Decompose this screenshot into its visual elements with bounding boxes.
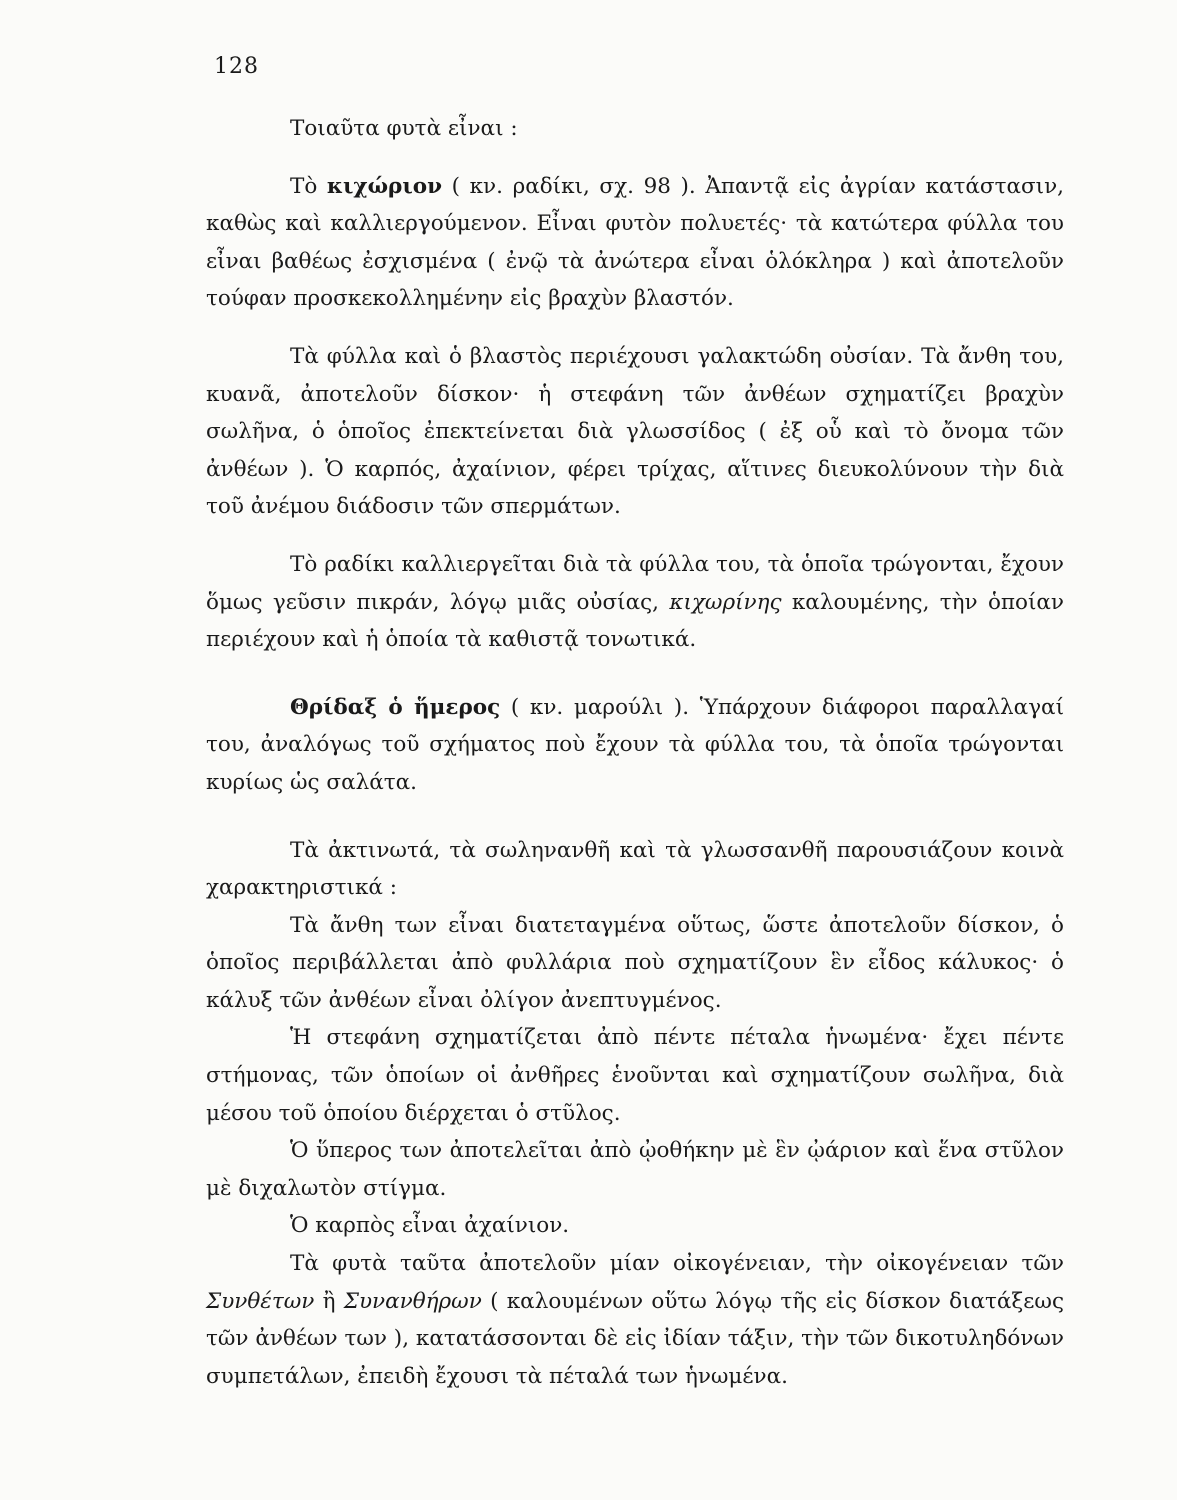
paragraph-corolla bbox=[206, 1019, 1064, 1132]
text-run: Τὰ φύλλα καὶ ὁ βλαστὸς περιέχουσι γαλακτώδη οὐσίαν. Τὰ ἄνθη του, κυανᾶ, ἀποτελοῦν δίσκον· ἡ στεφάνη τῶν ἀνθέων σχηματίζει βραχὺν σωλῆνα, ὁ ὁποῖος ἐπεκτείνεται διὰ γλωσσίδος ( ἐξ οὗ καὶ τὸ ὄνομα τῶν ἀνθέων ). Ὁ καρπός, ἀχαίνιον, φέρει τρίχας, αἵτινες διευκολύνουν τὴν διὰ τοῦ ἀνέμου διάδοσιν τῶν σπερμάτων. bbox=[206, 343, 1064, 520]
page-number: 128 bbox=[214, 54, 259, 79]
paragraph-family bbox=[206, 1245, 1064, 1395]
paragraph-chicory-cultivation bbox=[206, 546, 1064, 659]
term-synantheron: Συνανθήρων bbox=[343, 1288, 482, 1314]
paragraph-lettuce bbox=[206, 689, 1064, 802]
term-kichorines: κιχωρίνης bbox=[669, 589, 782, 615]
paragraph-chicory-flowers bbox=[206, 338, 1064, 526]
paragraph-flowers-disc bbox=[206, 907, 1064, 1020]
text-run: ἢ bbox=[314, 1288, 344, 1314]
body-text bbox=[206, 110, 1064, 1395]
text-run: Τὰ ἄνθη των εἶναι διατεταγμένα οὕτως, ὥστε ἀποτελοῦν δίσκον, ὁ ὁποῖος περιβάλλεται ἀπὸ φυλλάρια ποὺ σχηματίζουν ἓν εἶδος κάλυκος· ὁ κάλυξ τῶν ἀνθέων εἶναι ὀλίγον ἀνεπτυγμένος. bbox=[206, 912, 1064, 1013]
paragraph-fruit bbox=[206, 1207, 1064, 1245]
text-run: ( κν. μαρούλι ). Ὑπάρχουν διάφοροι παραλλαγαί του, ἀναλόγως τοῦ σχήματος ποὺ ἔχουν τὰ φύλλα του, τὰ ὁποῖα τρώγονται κυρίως ὡς σαλάτα. bbox=[206, 694, 1065, 795]
paragraph-common-features bbox=[206, 832, 1064, 907]
term-kichorion: κιχώριον bbox=[326, 173, 442, 199]
text-run: Τοιαῦτα φυτὰ εἶναι : bbox=[290, 116, 518, 141]
text-run: Ὁ καρπὸς εἶναι ἀχαίνιον. bbox=[290, 1213, 570, 1239]
term-thridax: Θρίδαξ ὁ ἥμερος bbox=[290, 694, 501, 720]
text-run: ( καλουμένων οὕτω λόγῳ τῆς εἰς δίσκον διατάξεως τῶν ἀνθέων των ), κατατάσσονται δὲ εἰς ἰδίαν τάξιν, τὴν τῶν δικοτυληδόνων συμπετάλων, ἐπειδὴ ἔχουσι τὰ πέταλά των ἡνωμένα. bbox=[206, 1288, 1064, 1389]
text-run: ( κν. ραδίκι, σχ. 98 ). Ἀπαντᾷ εἰς ἀγρίαν κατάστασιν, καθὼς καὶ καλλιεργούμενον. Εἶναι φυτὸν πολυετές· τὰ κατώτερα φύλλα του εἶναι βαθέως ἐσχισμένα ( ἐνῷ τὰ ἀνώτερα εἶναι ὁλόκληρα ) καὶ ἀποτελοῦν τούφαν προσκεκολλημένην εἰς βραχὺν βλαστόν. bbox=[206, 173, 1064, 312]
paragraph-pistil bbox=[206, 1132, 1064, 1207]
text-run: καλουμένης, τὴν ὁποίαν περιέχουν καὶ ἡ ὁποία τὰ καθιστᾷ τονωτικά. bbox=[206, 589, 1064, 653]
text-run: Τὸ bbox=[290, 173, 327, 199]
text-run: Τὸ ραδίκι καλλιεργεῖται διὰ τὰ φύλλα του, τὰ ὁποῖα τρώγονται, ἔχουν ὅμως γεῦσιν πικράν, λόγῳ μιᾶς οὐσίας, bbox=[206, 551, 1064, 615]
paragraph-chicory bbox=[206, 168, 1064, 318]
text-run: Ἡ στεφάνη σχηματίζεται ἀπὸ πέντε πέταλα ἡνωμένα· ἔχει πέντε στήμονας, τῶν ὁποίων οἱ ἀνθῆρες ἑνοῦνται καὶ σχηματίζουν σωλῆνα, διὰ μέσου τοῦ ὁποίου διέρχεται ὁ στῦλος. bbox=[206, 1025, 1064, 1126]
text-run: Τὰ ἀκτινωτά, τὰ σωληνανθῆ καὶ τὰ γλωσσανθῆ παρουσιάζουν κοινὰ χαρακτηριστικά : bbox=[206, 837, 1064, 901]
paragraph-intro bbox=[206, 110, 1064, 148]
text-run: Ὁ ὕπερος των ἀποτελεῖται ἀπὸ ᾠοθήκην μὲ ἓν ᾠάριον καὶ ἕνα στῦλον μὲ διχαλωτὸν στίγμα. bbox=[206, 1138, 1064, 1201]
term-syntheton: Συνθέτων bbox=[206, 1288, 315, 1314]
text-run: Τὰ φυτὰ ταῦτα ἀποτελοῦν μίαν οἰκογένειαν, τὴν οἰκογένειαν τῶν bbox=[290, 1251, 1064, 1277]
